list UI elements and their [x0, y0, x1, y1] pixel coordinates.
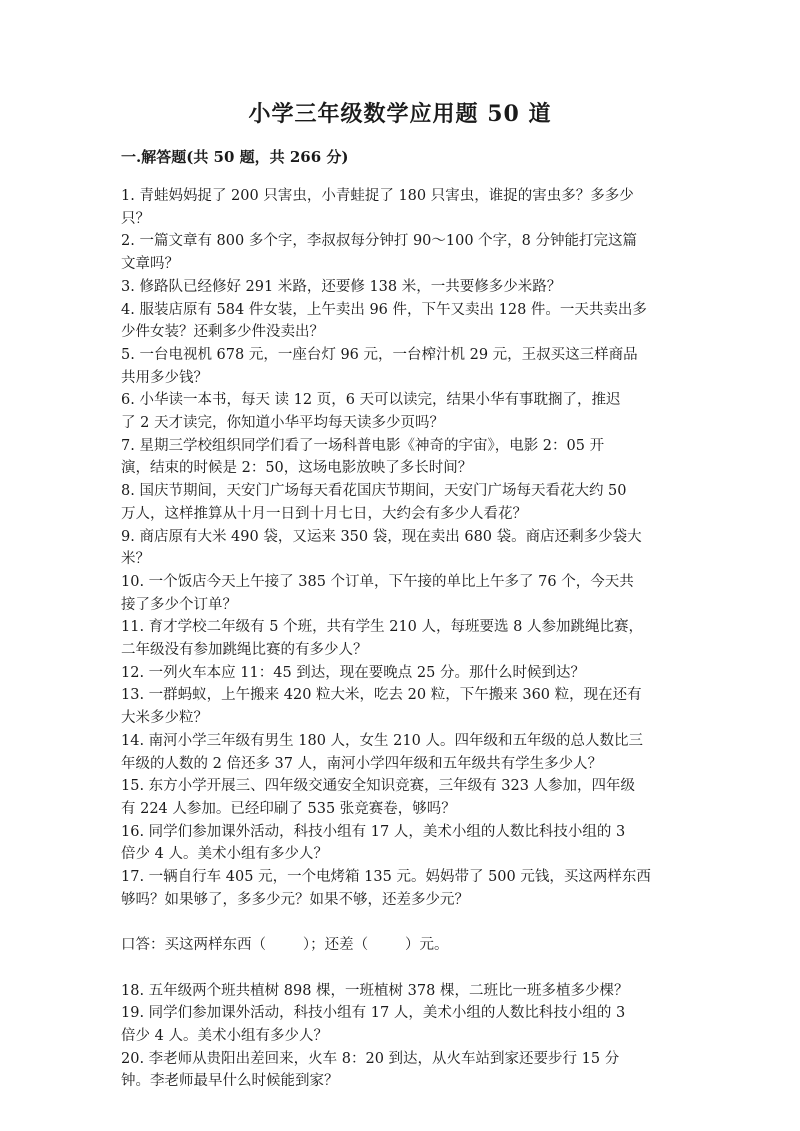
question-5: 5. 一台电视机 678 元，一座台灯 96 元，一台榨汁机 29 元，王叔买这三样商品 共用多少钱？ [121, 346, 638, 386]
question-13: 13. 一群蚂蚁，上午搬来 420 粒大米，吃去 20 粒，下午搬来 360 粒，现在还有 大米多少粒？ [121, 687, 642, 727]
question-20: 20. 李老师从贵阳出差回来，火车 8：20 到达，从火车站到家还要步行 15 分 钟。李老师最早什么时候能到家？ [121, 1050, 620, 1090]
question-11: 11. 育才学校二年级有 5 个班，共有学生 210 人，每班要选 8 人参加跳绳比赛， 二年级没有参加跳绳比赛的有多少人？ [121, 619, 643, 659]
question-14: 14. 南河小学三年级有男生 180 人，女生 210 人。四年级和五年级的总人数比三 年级的人数的 2 倍还多 37 人，南河小学四年级和五年级共有学生多少人？ [121, 732, 643, 772]
question-2: 2. 一篇文章有 800 多个字，李叔叔每分钟打 90～100 个字，8 分钟能打完这篇 文章吗？ [121, 233, 638, 273]
question-12: 12. 一列火车本应 11：45 到达，现在要晚点 25 分。那什么时候到达？ [121, 664, 585, 681]
answer-line: 口答：买这两样东西（ ）；还差（ ）元。 [121, 937, 449, 954]
question-7: 7. 星期三学校组织同学们看了一场科普电影《神奇的宇宙》，电影 2：05 开 演，结束的时候是 2：50，这场电影放映了多长时间？ [121, 437, 605, 477]
question-15: 15. 东方小学开展三、四年级交通安全知识竞赛，三年级有 323 人参加，四年级 有 224 人参加。已经印刷了 535 张竞赛卷，够吗？ [121, 778, 636, 817]
question-10: 10. 一个饭店今天上午接了 385 个订单，下午接的单比上午多了 76 个，今天共 接了多少个订单？ [121, 573, 634, 613]
question-9: 9. 商店原有大米 490 袋，又运来 350 袋，现在卖出 680 袋。商店还剩多少袋大 米？ [121, 528, 642, 568]
question-1: 1. 青蛙妈妈捉了 200 只害虫，小青蛙捉了 180 只害虫，谁捉的害虫多？多多少 只？ [121, 188, 634, 227]
question-17: 17. 一辆自行车 405 元，一个电烤箱 135 元。妈妈带了 500 元钱，买这两样东西 够吗？如果够了，多多少元？如果不够，还差多少元？ [121, 869, 651, 908]
document-title: 小学三年级数学应用题 50 道 [248, 101, 552, 127]
question-list [121, 185, 681, 1093]
question-8: 8. 国庆节期间，天安门广场每天看花国庆节期间，天安门广场每天看花大约 50 万人，这样推算从十月一日到十月七日，大约会有多少人看花？ [121, 483, 627, 522]
question-19: 19. 同学们参加课外活动，科技小组有 17 人，美术小组的人数比科技小组的 3 倍少 4 人。美术小组有多少人？ [121, 1005, 626, 1044]
question-6: 6. 小华读一本书，每天 读 12 页，6 天可以读完，结果小华有事耽搁了，推迟 了 2 天才读完，你知道小华平均每天读多少页吗？ [121, 392, 621, 432]
question-18: 18. 五年级两个班共植树 898 棵，一班植树 378 棵，二班比一班多植多少棵？ [121, 982, 629, 999]
question-16: 16. 同学们参加课外活动，科技小组有 17 人，美术小组的人数比科技小组的 3 倍少 4 人。美术小组有多少人？ [121, 823, 626, 863]
section-heading: 一.解答题(共 50 题，共 266 分) [121, 148, 349, 166]
question-3: 3. 修路队已经修好 291 米路，还要修 138 米，一共要修多少米路？ [121, 278, 562, 295]
question-4: 4. 服装店原有 584 件女装，上午卖出 96 件，下午又卖出 128 件。一天共卖出多 少件女装？还剩多少件没卖出？ [121, 301, 647, 341]
